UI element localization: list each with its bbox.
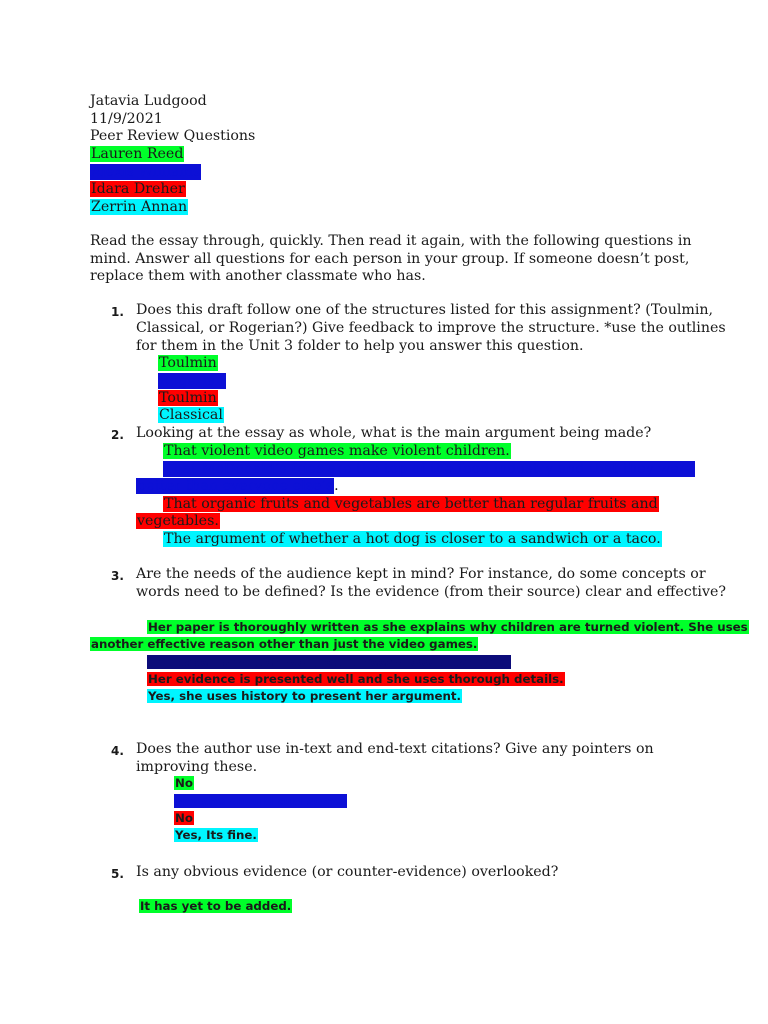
intro-line: Read the essay through, quickly. Then read it again, with the following questions in	[90, 233, 692, 249]
q4-answer-2: No, she should add some.	[175, 794, 347, 808]
question-1-text: for them in the Unit 3 folder to help you answer this question.	[136, 338, 584, 354]
date: 11/9/2021	[90, 111, 163, 127]
group-member-3: Idara Dreher	[91, 181, 185, 197]
question-1-text: Classical, or Rogerian?) Give feedback to improve the structure. *use the outlines	[136, 320, 726, 336]
group-member-2: Alexis Williams	[91, 164, 201, 180]
q1-answer-1: Toulmin	[159, 355, 217, 371]
group-member-1: Lauren Reed	[91, 146, 184, 162]
question-number: 1.	[111, 305, 124, 319]
q3-answer-1-cont: another effective reason other than just the video games.	[91, 637, 478, 651]
group-member-4: Zerrin Annan	[91, 199, 188, 215]
q3-answer-1: Her paper is thoroughly written as she explains why children are turned violent. She uses	[148, 620, 748, 634]
q2-answer-2-cont: better than everyone else’s	[137, 478, 334, 494]
document-title: Peer Review Questions	[90, 128, 256, 144]
q2-answer-2: That McDonald’s fries are the top of the food industry and that they were	[164, 461, 694, 477]
q4-answer-3: No	[175, 811, 193, 825]
intro-line: mind. Answer all questions for each person in your group. If someone doesn’t post,	[90, 251, 690, 267]
author-name: Jatavia Ludgood	[90, 93, 207, 109]
q5-answer-1: It has yet to be added.	[140, 899, 292, 913]
q3-answer-2: Her paper is written well, but it needs less urban talk.	[148, 655, 510, 669]
q4-answer-4: Yes, Its fine.	[175, 828, 257, 842]
q4-answer-1: No	[175, 776, 193, 790]
q3-answer-3: Her evidence is presented well and she uses thorough details.	[148, 672, 564, 686]
question-number: 3.	[111, 569, 124, 583]
question-3-text: words need to be defined? Is the evidence (from their source) clear and effective?	[136, 584, 726, 600]
intro-line: replace them with another classmate who has.	[90, 268, 426, 284]
q2-answer-1: That violent video games make violent children.	[164, 443, 510, 459]
question-number: 4.	[111, 744, 124, 758]
q1-answer-2: Rogerian	[159, 373, 225, 389]
q3-answer-4: Yes, she uses history to present her argument.	[148, 689, 462, 703]
q2-answer-3-cont: vegetables.	[137, 513, 219, 529]
question-5-text: Is any obvious evidence (or counter-evidence) overlooked?	[136, 864, 559, 880]
q1-answer-4: Classical	[159, 407, 223, 423]
question-3-text: Are the needs of the audience kept in mind? For instance, do some concepts or	[136, 566, 706, 582]
q2-answer-4: The argument of whether a hot dog is closer to a sandwich or a taco.	[164, 531, 661, 547]
question-number: 2.	[111, 428, 124, 442]
question-4-text: improving these.	[136, 759, 258, 775]
question-number: 5.	[111, 867, 124, 881]
question-4-text: Does the author use in-text and end-text citations? Give any pointers on	[136, 741, 654, 757]
q2-answer-3: That organic fruits and vegetables are better than regular fruits and	[164, 496, 658, 512]
question-2-text: Looking at the essay as whole, what is the main argument being made?	[136, 425, 652, 441]
question-1-text: Does this draft follow one of the structures listed for this assignment? (Toulmin,	[136, 302, 714, 318]
q1-answer-3: Toulmin	[159, 390, 217, 406]
q2-answer-2-period: .	[334, 478, 339, 494]
